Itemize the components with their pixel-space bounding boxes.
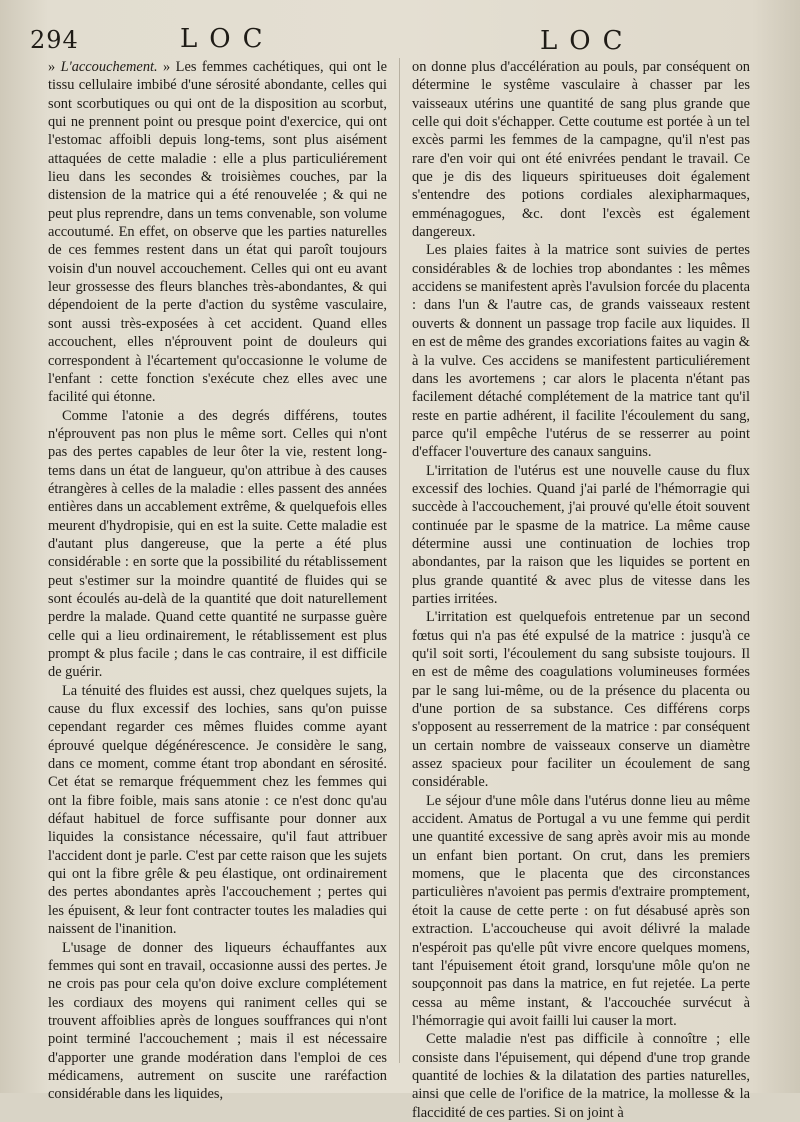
- right-column: [412, 58, 750, 1122]
- left-column: [48, 58, 387, 1104]
- paragraph-text: » Les femmes cachétiques, qui ont le tissu cellulaire imbibé d'une sérosité abondante, celles qui sont scorbutiques ou qui ont de la disposition au scorbut, qui ne prennent point ou presque point d'exercice, qui ont l'estomac affoibli depuis long-tems, sont plus aisément attaquées de cette maladie : elle a plus particuliérement lieu dans les secondes & troisièmes couches, par la distension de la matrice qui a été renouvelée ; & qui ne peut plus reprendre, dans un tems convenable, son volume accoutumé. En effet, on observe que les parties naturelles de ces femmes restent dans un état qui paroît toujours voisin d'un nouvel accouchement. Celles qui ont eu avant leur grossesse des fleurs blanches très-abondantes, & qui dépendoient de la perte d'action du systême vasculaire, sont aussi très-exposées à cet accident. Quand elles accouchent, elles n'éprouvent point de douleurs qui correspondent à l'écartement qu'occasionne le volume de l'enfant : cette fonction s'exécute chez elles avec une facilité qui étonne.: [48, 59, 387, 406]
- paragraph: Les plaies faites à la matrice sont suivies de pertes considérables & de lochies trop abondantes : les mêmes accidens se manifestent après l'avulsion forcée du placenta : dans l'un & l'autre cas, de grands vaisseaux restent ouverts & donnent un passage trop facile aux liquides. Il en est de même des grandes excoriations faites au vagin & à la vulve. Ces accidens se manifestent particuliérement dans les avortemens ; car alors le placenta n'étant pas facilement détaché complétement de la matrice tant qu'il reste en partie adhérent, il facilite l'écoulement du sang, parce qu'il empêche l'utérus de se resserrer au point d'effacer l'ouverture des canaux sanguins.: [412, 242, 750, 461]
- paragraph: La ténuité des fluides est aussi, chez quelques sujets, la cause du flux excessif des lochies, sans qu'on puisse cependant regarder ces mêmes fluides comme ayant éprouvé quelque dégénérescence. Je considère le sang, dans ce moment, comme étant trop abondant en sérosité. Cet état se remarque fréquemment chez les femmes qui ont la fibre foible, mais sans atonie : ce n'est donc qu'au défaut habituel de force suffisante pour donner aux liquides la consistance nécessaire, qu'il faut attribuer l'accident dont je parle. C'est par cette raison que les sujets qui ont la fibre grêle & peu élastique, ont ordinairement des pertes abondantes après l'accouchement ; pertes qui les épuisent, & leur font contracter toutes les maladies qui naissent de l'inanition.: [48, 682, 387, 938]
- paragraph: Cette maladie n'est pas difficile à connoître ; elle consiste dans l'épuisement, qui dépend d'une trop grande quantité de lochies & la dilatation des parties naturelles, ainsi que celle de l'orifice de la matrice, la mollesse & la flaccidité de ces parties. Si on joint à: [412, 1031, 750, 1121]
- paragraph: [48, 58, 387, 407]
- paragraph: on donne plus d'accélération au pouls, par conséquent on détermine le systême vasculaire à chasser par les vaisseaux utérins une quantité de sang plus grande que celle qui doit s'échapper. Cette coutume est portée à un tel excès parmi les femmes de la campagne, qu'il n'est pas rare d'en voir qui ont été enivrées pendant le travail. Ce que je dis des liqueurs spiritueuses doit également s'entendre des potions cordiales alexipharmaques, emménagogues, &c. dont l'excès est également dangereux.: [412, 59, 750, 241]
- page-header: [0, 22, 800, 56]
- paragraph: L'usage de donner des liqueurs échauffantes aux femmes qui sont en travail, occasionne aussi des pertes. Je ne crois pas pour cela qu'on doive exclure complétement les cordiaux des moyens qui raniment celles qui se trouvent affoiblies après de longues souffrances qui n'ont point terminé l'accouchement ; mais il est nécessaire d'apporter une grande modération dans l'emploi de ces médicamens, autrement on suscite une raréfaction considérable dans les liquides,: [48, 939, 387, 1103]
- paragraph-prefix: »: [48, 59, 61, 75]
- paragraph: Le séjour d'une môle dans l'utérus donne lieu au même accident. Amatus de Portugal a vu une femme qui perdit une quantité excessive de sang après avoir mis au monde un enfant bien portant. On crut, dans les premiers momens, que le placenta que des circonstances particulières n'avoient pas permis d'extraire promptement, étoit la cause de cette perte : on fut désabusé après son extraction. L'accoucheuse qui avoit délivré la malade n'espéroit pas qu'elle pût vivre encore quelques momens, tant l'épuisement étoit grand, lorsqu'une môle qu'on ne soupçonnoit pas dans la matrice, en fut rejetée. La perte cessa au même instant, & l'accouchée survécut à l'hémorragie qui avoit failli lui causer la mort.: [412, 792, 750, 1029]
- entry-term: L'accouchement.: [60, 59, 158, 75]
- page-number: 294: [30, 26, 79, 54]
- paragraph: L'irritation est quelquefois entretenue par un second fœtus qui n'a pas été expulsé de la matrice : jusqu'à ce qu'il soit sorti, l'écoulement du sang subsiste toujours. Il en est de même des coagulations volumineuses formées par le sang lui-même, ou de la présence du placenta ou d'une portion de sa substance. Ces différens corps s'opposent au resserrement de la matrice : par conséquent un certain nombre de vaisseaux conserve un diamètre assez spacieux pour faciliter un écoulement de sang considérable.: [412, 609, 750, 791]
- running-head-left: LOC: [180, 24, 275, 54]
- column-divider: [399, 58, 400, 1063]
- running-head-right: LOC: [540, 26, 635, 56]
- paragraph: L'irritation de l'utérus est une nouvelle cause du flux excessif des lochies. Quand j'ai parlé de l'hémorragie qui succède à l'accouchement, j'ai prouvé qu'elle étoit souvent continuée par le spasme de la matrice. La même cause détermine aussi une continuation de lochies trop abondantes, par la raison que les liquides se portent en plus grande quantité & avec plus de vitesse dans les parties irritées.: [412, 462, 750, 607]
- paragraph: Comme l'atonie a des degrés différens, toutes n'éprouvent pas non plus le même sort. Celles qui n'ont pas des pertes capables de leur ôter la vie, restent long-tems dans un état de langueur, qu'on attribue à des causes étrangères à celles de la maladie : elles passent des années entières dans un accablement extrême, & quelquefois elles meurent d'hydropisie, qui en est la suite. Cette maladie est d'autant plus dangereuse, que la perte a été plus considérable : en sorte que la possibilité du rétablissement peut s'estimer sur la moindre quantité de fluides qui se sont écoulés au-delà de la quantité que doit naturellement perdre la malade. Quand cette quantité ne surpasse guère celle qui a lieu ordinairement, le rétablissement est plus prompt & plus facile ; dans le cas contraire, il est difficile de guérir.: [48, 407, 387, 681]
